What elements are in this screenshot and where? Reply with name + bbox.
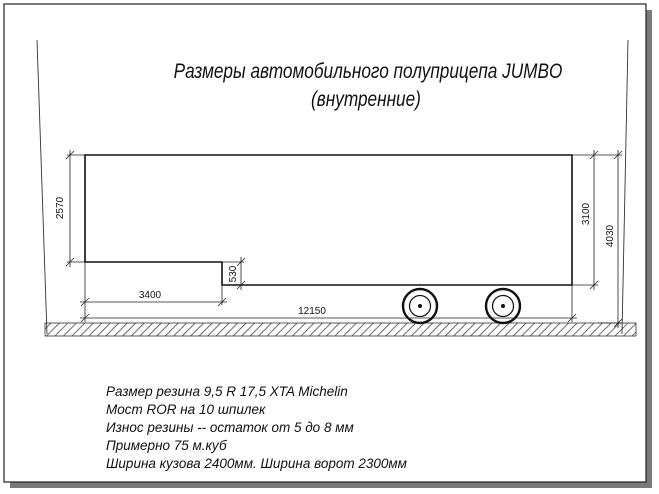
note-tires: Размер резина 9,5 R 17,5 XTA Michelin bbox=[106, 384, 348, 399]
dim-total-height-label: 4030 bbox=[605, 224, 616, 248]
note-tire-wear: Износ резины -- остаток от 5 до 8 мм bbox=[106, 420, 354, 435]
title-line-2: (внутренние) bbox=[311, 88, 421, 112]
dim-step-drop-label: 530 bbox=[228, 265, 239, 283]
dim-body-length-label: 12150 bbox=[298, 306, 326, 317]
dim-step-length-label: 3400 bbox=[138, 290, 162, 301]
note-width: Ширина кузова 2400мм. Ширина ворот 2300мм bbox=[106, 456, 407, 471]
note-axle: Мост ROR на 10 шпилек bbox=[106, 402, 266, 417]
notes-list bbox=[106, 383, 407, 473]
dim-front-height-label: 2570 bbox=[55, 196, 66, 220]
note-volume: Примерно 75 м.куб bbox=[106, 438, 227, 453]
ground-hatch bbox=[45, 323, 636, 336]
title-line-1: Размеры автомобильного полуприцепа JUMBO bbox=[173, 60, 563, 84]
dim-rear-height-label: 3100 bbox=[581, 202, 592, 226]
